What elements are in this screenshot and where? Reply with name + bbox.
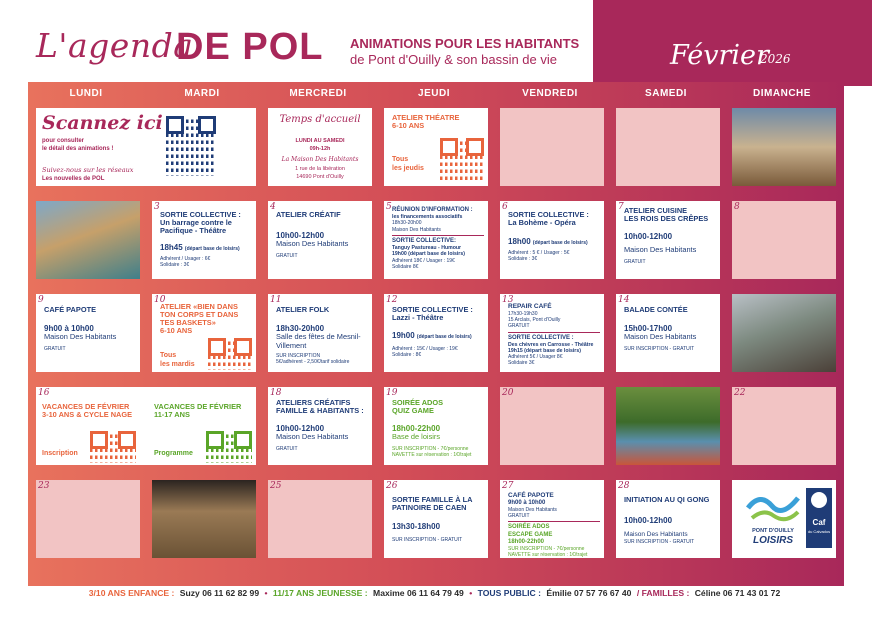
event-place: Maison Des Habitants [624,332,697,342]
event-price-1: Adhérent / Usager : 6€ [160,255,211,262]
pont-douilly-loisirs-logo [742,488,804,548]
game-photo [152,480,256,558]
event-time: 13h30-18h00 [392,522,441,532]
event-price: SUR INSCRIPTION - 7€/personne [508,546,585,553]
event-l2: les mardis [160,361,195,368]
event-subtitle: QUIZ GAME [392,406,434,416]
event-title: ATELIER FOLK [276,305,330,314]
empty-cell [36,480,140,558]
day-thursday: JEUDI [418,88,450,99]
footer-public-label: TOUS PUBLIC : [477,588,541,598]
event-time: 18h00-22h00 [392,424,441,434]
event-subtitle-2: Tanguy Pastureau - Humour [392,245,462,252]
day-number: 7 [618,202,624,212]
accueil-city: 14690 Pont d'Ouilly [296,174,344,180]
event-time-2: 19h15 (départ base de loisirs) [508,347,581,354]
footer-public-contact: Émilie 07 57 76 67 40 [546,588,632,598]
event-place: Maison Des Habitants [392,226,441,233]
event-subtitle: LES ROIS DES CRÊPES [624,214,709,224]
day-tuesday: MARDI [184,88,220,99]
event-title: REPAIR CAFÉ [508,303,552,310]
event-time-2: 18h00-22h00 [508,538,545,545]
event-time: 18h00 [508,237,531,247]
theatre-l1: Tous [392,156,409,163]
title-script: L'agenda [36,26,194,65]
theatre-title: ATELIER THÉATRE [392,113,460,122]
empty-cell [500,387,604,465]
event-note: GRATUIT [276,445,298,452]
scan-title: Scannez ici [42,112,163,134]
event-title: SORTIE FAMILLE À LA PATINOIRE DE CAEN [392,495,473,513]
day-number: 22 [734,388,746,398]
subtitle-1: ANIMATIONS POUR LES HABITANTS [350,36,580,51]
accueil-address: 1 rue de la libération [295,166,345,172]
pol-logo-text-1: PONT D'OUILLY [752,528,794,534]
event-shuttle: NAVETTE sur réservation : 1€/trajet [392,452,472,459]
event-title: BALADE CONTÉE [624,305,688,314]
day-number: 25 [270,481,282,491]
event-time: 18h30-20h00 [276,324,325,334]
holidays-title: VACANCES DE FÉVRIER [42,402,130,411]
event-shuttle: NAVETTE sur réservation : 1€/trajet [508,552,588,558]
event-card [384,387,488,465]
event-price-2: Solidaire 3€ [508,360,535,367]
scan-text-2: le détail des animations ! [42,146,114,152]
day-monday: LUNDI [69,88,103,99]
day-number: 14 [618,295,630,305]
event-title: ATELIERS CRÉATIFS FAMILLE & HABITANTS : [276,398,364,416]
event-card [500,201,604,279]
event-place: Base de loisirs [392,432,441,442]
event-note: SUR INSCRIPTION - 7€/personne [392,445,469,452]
title-bold: DE POL [176,26,324,68]
logos-card [732,480,836,558]
event-note: GRATUIT [624,258,646,265]
day-saturday: SAMEDI [645,88,687,99]
event-age: 6-10 ANS [160,326,193,336]
workshop-photo [732,108,836,186]
accueil-hours: 09h-12h [309,146,331,152]
holidays-age: 3-10 ANS & CYCLE NAGE [42,410,133,420]
day-number: 19 [386,388,398,398]
event-time: 10h00-12h00 [276,231,325,241]
scan-text-1: pour consulter [42,138,85,144]
event-card [616,294,720,372]
event-subtitle: Lazzi - Théâtre [392,313,444,323]
scan-card [36,108,256,186]
event-time-note: (départ base de loisirs) [416,334,472,341]
event-price-1: Adhérent 18€ / Usager : 19€ [392,257,455,264]
header [0,0,872,86]
event-title: ATELIER «BIEN DANS TON CORPS ET DANS TES BASKETS» [160,302,239,328]
event-time: 17h30-19h30 [508,310,538,317]
month-label: Février [670,40,769,71]
event-time: 10h00-12h00 [624,232,673,242]
event-place: Maison Des Habitants [624,531,688,539]
event-place: Salle des fêtes de Mesnil-Villement [276,332,361,350]
event-card [384,201,488,279]
event-price-2: Solidaire : 8€ [392,351,422,358]
event-title-2: SOIRÉE ADOS [508,524,550,531]
event-place: Maison Des Habitants [44,332,117,342]
event-note: SUR INSCRIPTION - GRATUIT [624,345,695,352]
caf-logo-subtext: du Calvados [807,529,831,534]
day-number: 16 [38,388,50,398]
footer-family-contact: Céline 06 71 43 01 72 [694,588,781,598]
caf-logo-text: Caf [812,518,826,527]
children-photo [36,201,140,279]
event-note: GRATUIT [276,252,298,259]
theatre-age: 6-10 ANS [392,121,425,131]
event-title: INITIATION AU QI GONG [624,495,710,504]
event-title-2: SORTIE COLLECTIVE : [508,334,574,341]
day-number: 20 [502,388,514,398]
scan-follow-2: Les nouvelles de POL [42,176,105,182]
event-price-1: Adhérent 5€ / Usager 8€ [508,354,563,361]
event-time-note: (départ base de loisirs) [184,246,240,253]
footer-youth-label: 11/17 ANS JEUNESSE : [272,588,368,598]
wave-icon [742,488,804,528]
qr-code[interactable] [90,431,136,463]
event-card [152,201,256,279]
event-card [616,480,720,558]
event-l1: Tous [160,352,177,359]
year-label: 2026 [760,52,791,66]
event-title: CAFÉ PAPOTE [508,492,554,499]
contact-footer: 3/10 ANS ENFANCE : Suzy 06 11 62 82 99 • 11/17 ANS JEUNESSE : Maxime 06 11 64 79 49 • TOUS PUBLIC : Émilie 07 57 76 67 40 / FAMILLES : Céline 06 71 43 01 72 [88,588,781,598]
event-card [500,480,604,558]
empty-cell [268,480,372,558]
event-card [384,294,488,372]
event-price-2: Solidaire : 3€ [508,255,538,262]
qr-code[interactable] [208,338,252,370]
storytelling-photo [732,294,836,372]
event-subtitle: La Bohème - Opéra [508,218,576,228]
day-number: 9 [38,295,44,305]
event-price: 5€/adhérent - 2,50€/tarif solidaire [276,359,350,366]
day-number: 23 [38,481,50,491]
qr-code[interactable] [166,116,216,176]
subtitle-2: de Pont d'Ouilly & son bassin de vie [350,52,557,67]
day-sunday: DIMANCHE [753,88,811,99]
event-title: SOIRÉE ADOS [392,398,444,407]
event-time: 19h00 [392,331,415,341]
empty-cell [732,387,836,465]
theatre-l2: les jeudis [392,165,424,172]
empty-cell [500,108,604,186]
accueil-place: La Maison Des Habitants [281,156,359,163]
empty-cell [732,201,836,279]
event-time: 18h30-20h00 [392,220,422,227]
programme-link[interactable]: Programme [154,450,193,457]
event-place: Maison Des Habitants [276,239,349,249]
event-card [268,294,372,372]
event-card [500,294,604,372]
caf-logo [806,488,832,548]
event-note: GRATUIT [508,323,530,330]
event-title: SORTIE COLLECTIVE : [392,305,473,314]
theatre-card [384,108,488,186]
footer-children-contact: Suzy 06 11 62 82 99 [179,588,260,598]
accueil-card [268,108,372,186]
event-note: GRATUIT [44,345,66,352]
event-title: ATELIER CRÉATIF [276,210,341,219]
kayak-photo [616,387,720,465]
event-subtitle: les financements associatifs [392,214,463,221]
event-subtitle-2: Des chèvres en Carrosse - Théâtre [508,341,594,348]
day-number: 12 [386,295,398,305]
footer-family-label: / FAMILLES : [636,588,690,598]
event-card [36,294,140,372]
event-place: 15 Arclais, Pont d'Ouilly [508,317,561,324]
day-number: 5 [386,202,392,212]
event-time: 15h00-17h00 [624,324,673,334]
event-title: CAFÉ PAPOTE [44,305,97,314]
footer-youth-contact: Maxime 06 11 64 79 49 [373,588,464,598]
event-card [268,201,372,279]
day-number: 4 [270,202,276,212]
day-number: 6 [502,202,508,212]
event-place: Maison Des Habitants [624,245,697,255]
day-number: 11 [270,295,282,305]
event-card [268,387,372,465]
event-time-note: (départ base de loisirs) [532,240,588,247]
accueil-title: Temps d'accueil [279,114,361,125]
day-wednesday: MERCREDI [289,88,347,99]
event-time: 10h00-12h00 [624,516,673,526]
event-card [152,294,256,372]
event-title: SORTIE COLLECTIVE : [508,210,589,219]
holidays-card [36,387,256,465]
footer-children-label: 3/10 ANS ENFANCE : [88,588,175,598]
empty-cell [616,108,720,186]
scan-follow: Suivez-nous sur les réseaux [42,166,134,174]
event-price-1: Adhérent : 5 € / Usager : 5€ [508,249,570,256]
event-note: SUR INSCRIPTION - GRATUIT [392,537,463,544]
event-time: 9h00 à 10h00 [44,324,94,334]
day-number: 3 [154,202,160,212]
event-title-2: SORTIE COLLECTIVE: [392,237,457,244]
event-subtitle-2: ESCAPE GAME [508,531,553,538]
event-note: SUR INSCRIPTION [276,353,321,360]
event-title: SORTIE COLLECTIVE : Un barrage contre le Pacifique - Théâtre [160,210,241,236]
accueil-days: LUNDI AU SAMEDI [295,138,345,144]
event-time: 10h00-12h00 [276,424,325,434]
day-number: 18 [270,388,282,398]
event-place: Maison Des Habitants [508,506,557,513]
caf-emblem-icon [811,492,827,508]
holidays-age-2: 11-17 ANS [154,410,190,420]
event-time: 18h45 [160,243,183,253]
event-note: GRATUIT [508,513,530,520]
event-price-2: Solidaire : 3€ [160,261,190,268]
pol-logo-text-2: LOISIRS [752,535,793,546]
event-place: Maison Des Habitants [276,432,349,442]
event-note: SUR INSCRIPTION - GRATUIT [624,538,695,545]
qr-code[interactable] [440,138,484,182]
event-card [616,201,720,279]
event-title: RÉUNION D'INFORMATION : [392,207,473,213]
event-time: 9h00 à 10h00 [508,499,546,506]
event-title: ATELIER CUISINE [624,206,688,215]
event-price-2: Solidaire 8€ [392,263,419,270]
event-time-2: 19h00 (départ base de loisirs) [392,251,465,258]
day-friday: VENDREDI [522,88,578,99]
holidays-title-2: VACANCES DE FÉVRIER [154,402,242,411]
day-number: 27 [502,481,514,491]
day-number: 13 [502,295,514,305]
event-price-1: Adhérent : 15€ / Usager : 19€ [392,345,458,352]
day-number: 26 [386,481,398,491]
inscription-link[interactable]: Inscription [42,450,78,457]
day-number: 28 [618,481,630,491]
qr-code[interactable] [206,431,252,463]
event-card [384,480,488,558]
day-number: 10 [154,295,166,305]
day-number: 8 [734,202,740,212]
